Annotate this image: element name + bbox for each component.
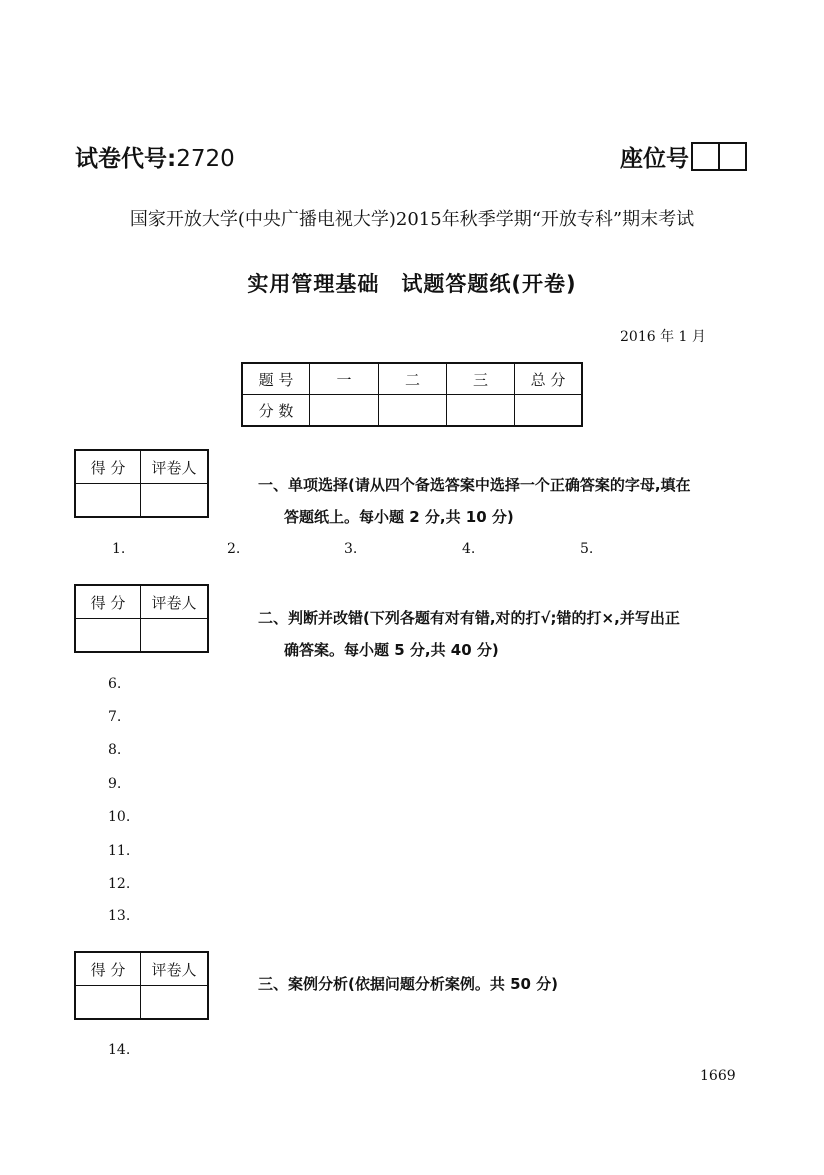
score-table-header-row (242, 363, 582, 395)
section-heading (258, 469, 691, 533)
question-number: 8. (108, 742, 122, 758)
question-number: 2. (227, 541, 241, 557)
question-number: 10. (108, 809, 131, 825)
grader-box (74, 449, 209, 518)
grader-name-entry[interactable] (141, 986, 209, 1020)
question-number: 1. (112, 541, 126, 557)
seat-number-boxes (691, 142, 747, 171)
score-table-entry[interactable] (515, 395, 583, 427)
paper-title-subject: 实用管理基础 (247, 272, 380, 296)
question-number: 14. (108, 1042, 131, 1058)
section-heading-line: 答题纸上。每小题 2 分,共 10 分) (284, 508, 514, 526)
question-number: 4. (462, 541, 476, 557)
grader-box (74, 584, 209, 653)
question-number: 9. (108, 776, 122, 792)
score-table (241, 362, 583, 427)
grader-score-entry[interactable] (75, 484, 141, 518)
grader-box (74, 951, 209, 1020)
exam-code (75, 140, 235, 173)
grader-score-label: 得 分 (75, 952, 141, 986)
section-heading-line: 一、单项选择(请从四个备选答案中选择一个正确答案的字母,填在 (258, 476, 691, 494)
score-table-entry[interactable] (379, 395, 447, 427)
score-table-entry[interactable] (310, 395, 379, 427)
section-heading (258, 602, 680, 666)
seat-number-label: 座位号 (620, 146, 689, 172)
exam-date: 2016 年 1 月 (620, 329, 706, 345)
grader-name-label: 评卷人 (141, 450, 209, 484)
grader-score-entry[interactable] (75, 986, 141, 1020)
exam-code-value: 2720 (176, 146, 235, 172)
section-heading-line: 三、案例分析(依据问题分析案例。共 50 分) (258, 975, 559, 993)
question-number: 5. (580, 541, 594, 557)
grader-score-label: 得 分 (75, 585, 141, 619)
score-table-entry[interactable] (447, 395, 515, 427)
page-number: 1669 (700, 1068, 736, 1084)
grader-name-label: 评卷人 (141, 585, 209, 619)
score-table-cell: 分 数 (242, 395, 310, 427)
section-heading (258, 968, 558, 1000)
score-table-cell: 总 分 (515, 363, 583, 395)
grader-score-label: 得 分 (75, 450, 141, 484)
score-table-cell: 二 (379, 363, 447, 395)
score-table-cell: 三 (447, 363, 515, 395)
exam-code-label: 试卷代号: (75, 146, 177, 172)
question-number: 3. (344, 541, 358, 557)
grader-name-entry[interactable] (141, 619, 209, 653)
section-heading-line: 确答案。每小题 5 分,共 40 分) (284, 641, 499, 659)
question-number: 13. (108, 908, 131, 924)
question-number: 12. (108, 876, 131, 892)
paper-title (0, 268, 824, 298)
score-table-cell: 一 (310, 363, 379, 395)
seat-number (620, 140, 747, 173)
section-heading-line: 二、判断并改错(下列各题有对有错,对的打√;错的打×,并写出正 (258, 609, 680, 627)
question-number: 7. (108, 709, 122, 725)
exam-title: 国家开放大学(中央广播电视大学)2015年秋季学期“开放专科”期末考试 (129, 209, 695, 230)
score-table-cell: 题 号 (242, 363, 310, 395)
seat-box[interactable] (691, 142, 720, 171)
seat-box[interactable] (720, 142, 747, 171)
grader-name-entry[interactable] (141, 484, 209, 518)
question-number: 6. (108, 676, 122, 692)
paper-title-type: 试题答题纸(开卷) (401, 272, 577, 296)
grader-score-entry[interactable] (75, 619, 141, 653)
grader-name-label: 评卷人 (141, 952, 209, 986)
question-number: 11. (108, 843, 131, 859)
score-table-score-row (242, 395, 582, 427)
